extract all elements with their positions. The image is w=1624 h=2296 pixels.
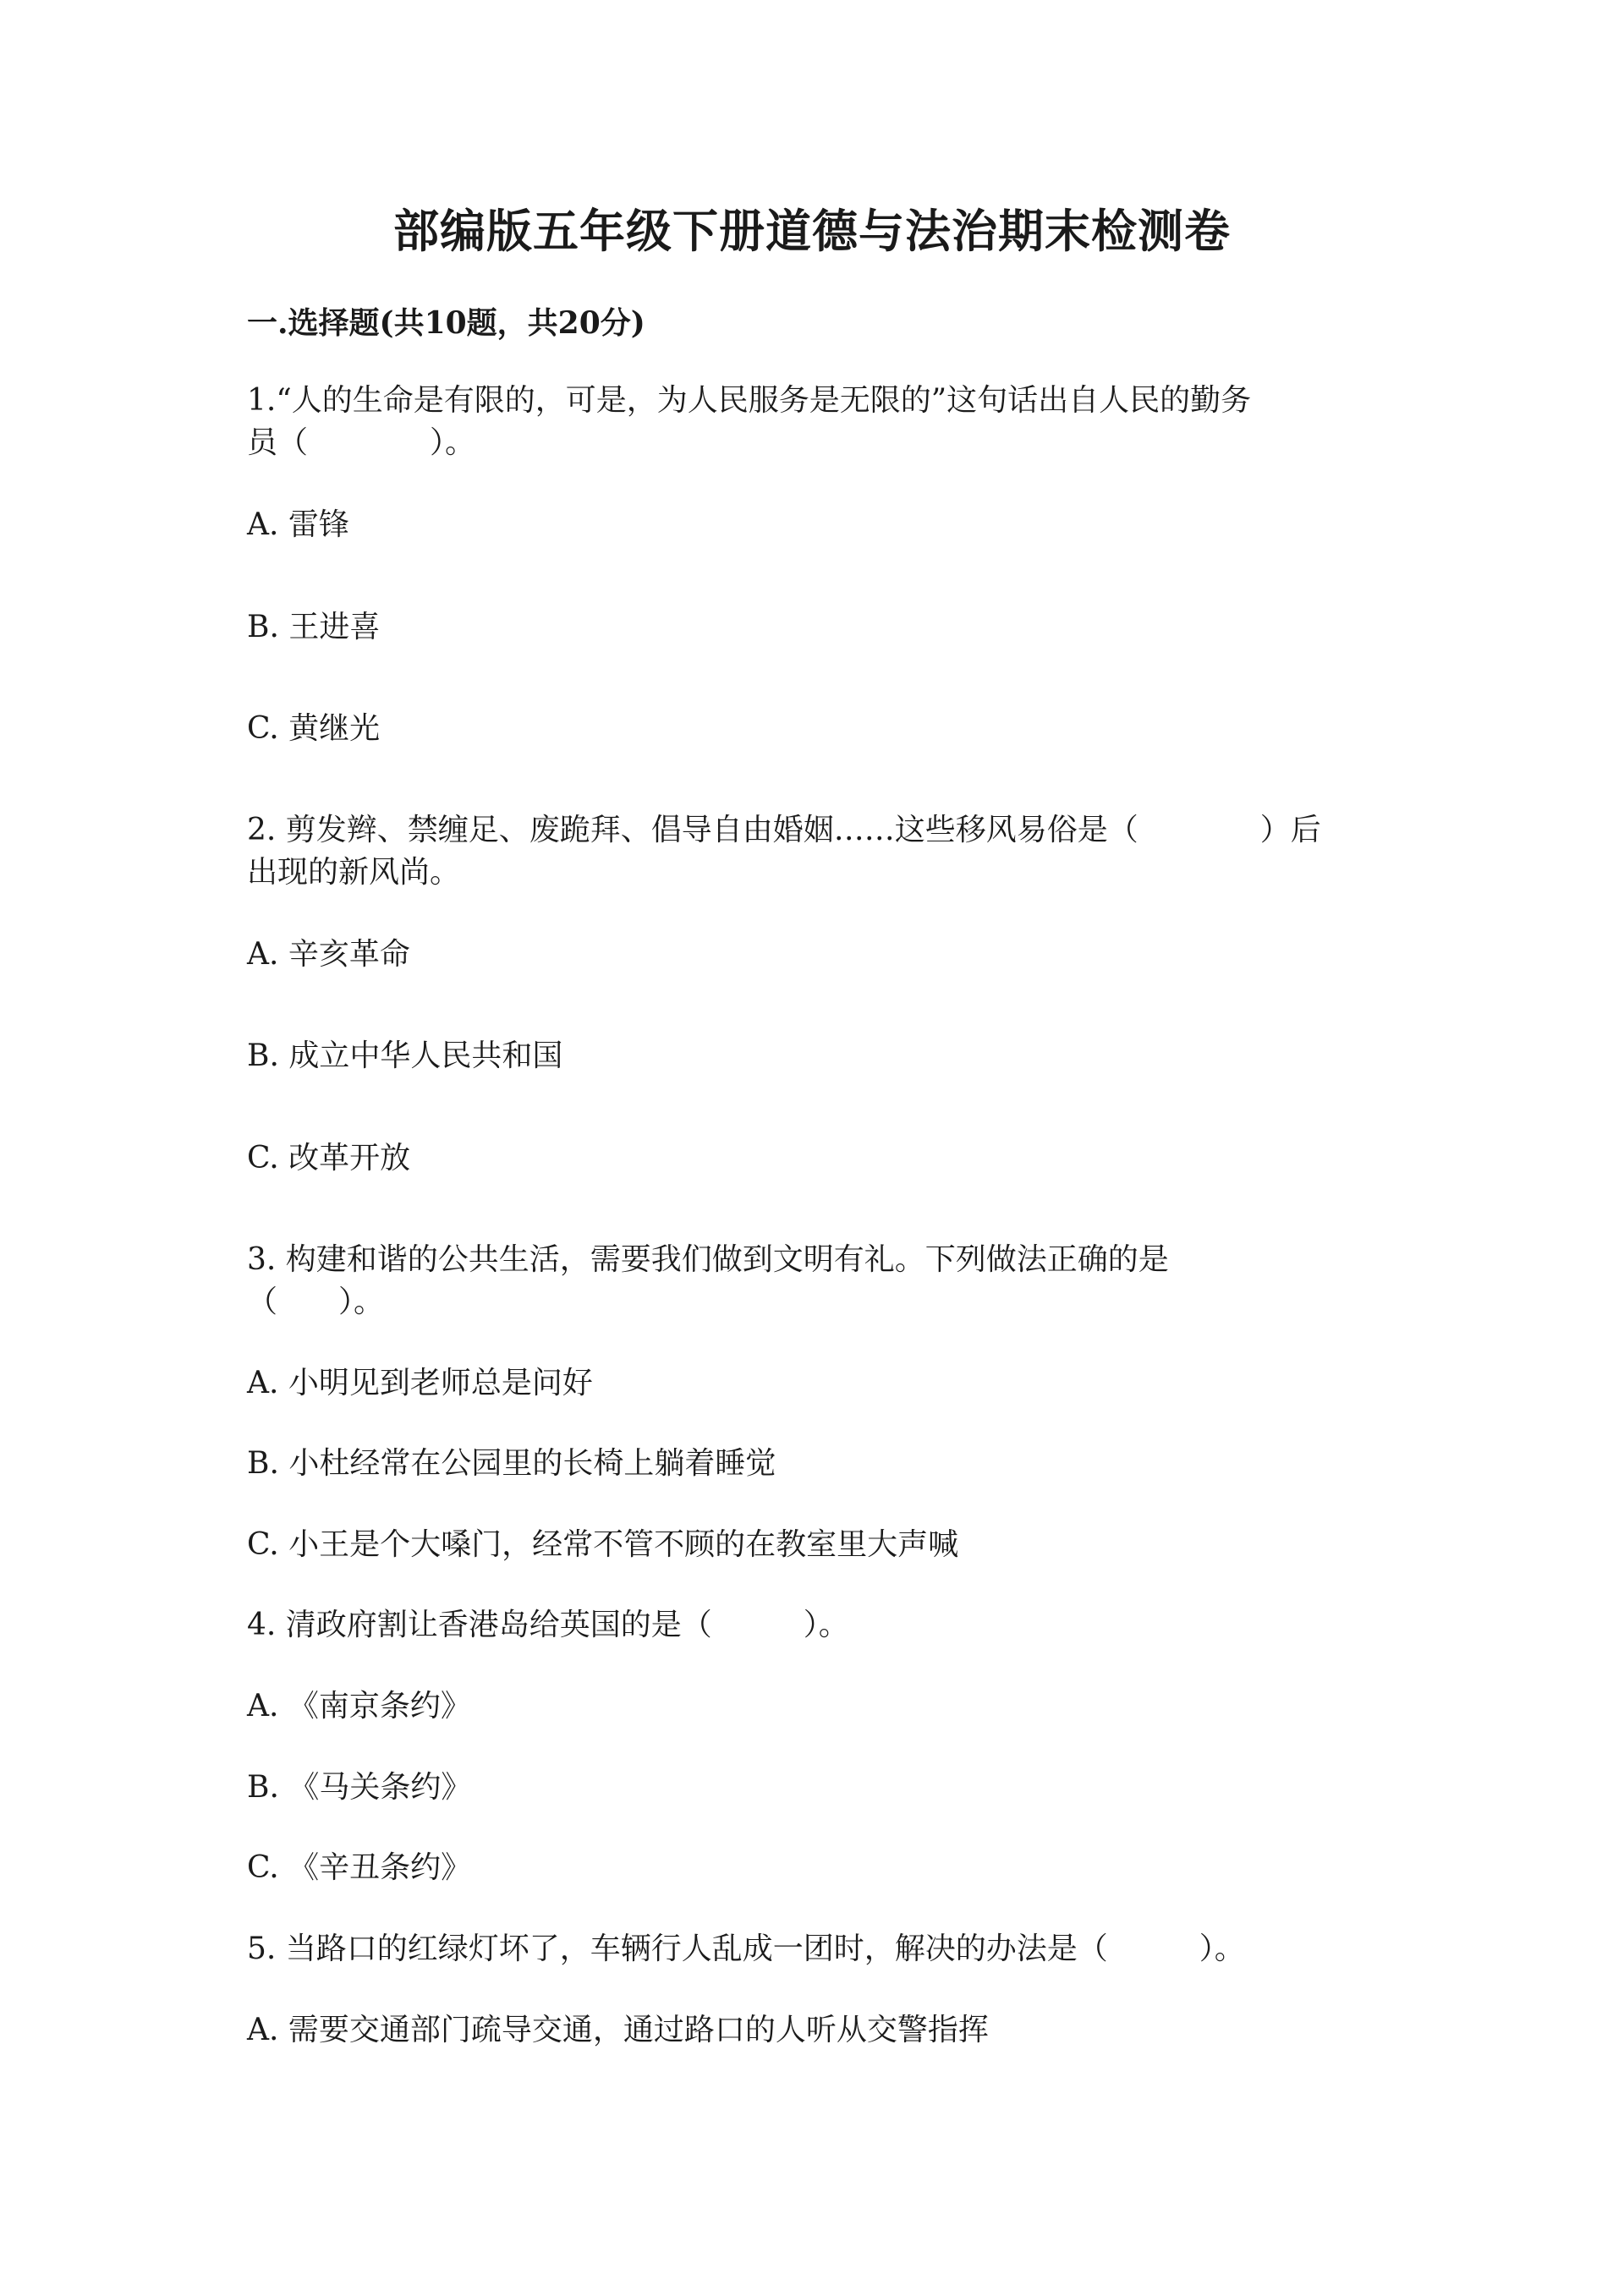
question-4-option-a: A. 《南京条约》 <box>247 1689 471 1723</box>
question-3-option-c: C. 小王是个大嗓门，经常不管不顾的在教室里大声喊 <box>247 1527 959 1562</box>
question-1-option-c: C. 黄继光 <box>247 711 381 746</box>
question-1-option-b: B. 王进喜 <box>247 610 381 644</box>
question-4-stem: 4. 清政府割让香港岛给英国的是（ ）。 <box>247 1608 849 1642</box>
question-4-option-b: B. 《马关条约》 <box>247 1770 472 1805</box>
question-3-option-a: A. 小明见到老师总是问好 <box>247 1366 593 1400</box>
question-1-stem-line-2: 员（ ）。 <box>247 425 476 460</box>
question-2-option-b: B. 成立中华人民共和国 <box>247 1038 563 1073</box>
question-2-option-a: A. 辛亥革命 <box>247 937 410 972</box>
page-title: 部编版五年级下册道德与法治期末检测卷 <box>393 204 1231 258</box>
question-4-option-c: C. 《辛丑条约》 <box>247 1850 472 1885</box>
section-heading: 一.选择题(共10题，共20分) <box>247 305 645 341</box>
question-3-stem-line-2: （ ）。 <box>247 1285 385 1319</box>
question-1-option-a: A. 雷锋 <box>247 507 349 542</box>
question-5-stem: 5. 当路口的红绿灯坏了，车辆行人乱成一团时，解决的办法是（ ）。 <box>247 1932 1245 1966</box>
question-5-option-a: A. 需要交通部门疏导交通，通过路口的人听从交警指挥 <box>247 2013 989 2047</box>
question-2-stem-line-1: 2. 剪发辫、禁缠足、废跪拜、倡导自由婚姻……这些移风易俗是（ ）后 <box>247 813 1321 847</box>
question-3-stem-line-1: 3. 构建和谐的公共生活，需要我们做到文明有礼。下列做法正确的是 <box>247 1242 1169 1277</box>
question-3-option-b: B. 小杜经常在公园里的长椅上躺着睡觉 <box>247 1446 776 1481</box>
question-2-option-c: C. 改革开放 <box>247 1141 411 1175</box>
question-2-stem-line-2: 出现的新风尚。 <box>247 855 461 890</box>
question-1-stem-line-1: 1.“人的生命是有限的，可是，为人民服务是无限的”这句话出自人民的勤务 <box>247 383 1252 418</box>
